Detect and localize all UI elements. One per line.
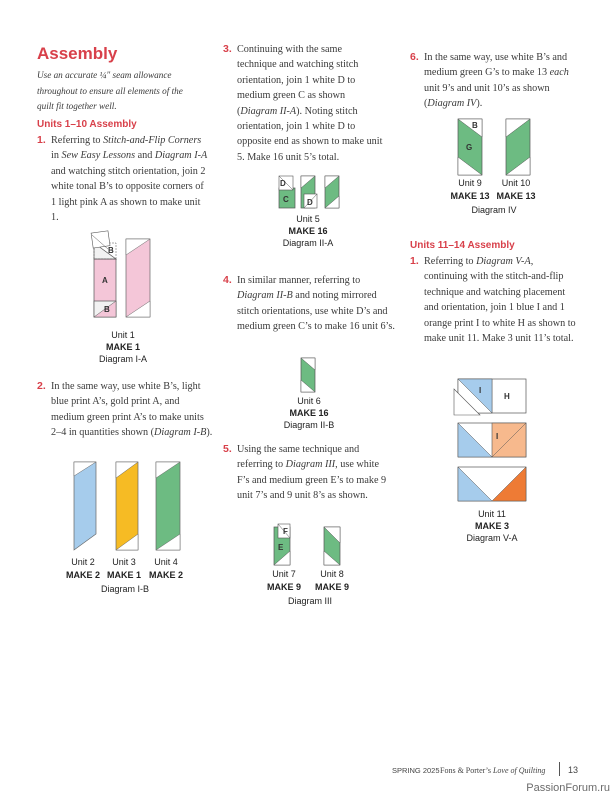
step-5 <box>223 442 391 504</box>
step-2-text: In the same way, use white B’s, light blue print A’s, gold print A, and medium green print A’s to make units 2–4 in quantities shown (Diagram I-B). <box>51 381 213 439</box>
label-g: G <box>466 143 473 152</box>
label-f: F <box>283 527 288 536</box>
diagram-iv-name: Diagram IV <box>471 205 517 215</box>
unit-9-block <box>458 119 482 175</box>
step-6-number: 6. <box>410 51 419 63</box>
step-4 <box>223 273 395 335</box>
label-a: A <box>102 276 108 285</box>
diagram-ii-b-caption: Unit 6 MAKE 16 Diagram II-B <box>283 396 335 430</box>
page-heading: Assembly <box>37 44 118 63</box>
unit-5-second-step <box>301 176 317 208</box>
step-6-text: In the same way, use white B’s and medium green G’s to make 13 each unit 9’s and unit 10’s as shown (Diagram IV). <box>424 52 569 110</box>
label-b-bottom: B <box>104 305 110 314</box>
intro-note: Use an accurate ¼" seam allowance throughout to ensure all elements of the quilt fit together well. <box>37 70 183 111</box>
diagram-i-b-name: Diagram I-B <box>100 584 149 594</box>
unit-1-pieced-block <box>91 231 116 317</box>
step-5-number: 5. <box>223 443 232 455</box>
diagram-i-a-caption: Unit 1 MAKE 1 Diagram I-A <box>98 330 147 364</box>
unit-7-block <box>274 524 290 565</box>
unit-5-finished-block <box>325 176 339 208</box>
label-b: B <box>472 121 478 130</box>
step-2 <box>37 379 215 441</box>
diagram-iv-units: Unit 9 Unit 10 <box>458 178 531 188</box>
diagram-iv <box>452 115 536 177</box>
diagram-v-a <box>452 375 532 505</box>
unit-8-block <box>324 527 340 565</box>
label-i-top: I <box>479 386 482 395</box>
label-c: C <box>283 195 289 204</box>
step-3-number: 3. <box>223 43 232 55</box>
step-5-text: Using the same technique and referring to Diagram III, use white F’s and medium green E’s to make 9 unit 7’s and 9 unit 8’s as shown. <box>237 444 387 502</box>
diagram-iv-makes: MAKE 13 MAKE 13 <box>450 191 536 201</box>
unit-5-pieced-block <box>279 176 295 208</box>
section-units-1-10: Units 1–10 Assembly <box>37 119 137 130</box>
step-11-1 <box>410 254 578 346</box>
diagram-i-b-makes: MAKE 2 MAKE 1 MAKE 2 <box>65 570 183 580</box>
diagram-v-a-caption: Unit 11 MAKE 3 Diagram V-A <box>466 509 518 543</box>
footer-divider <box>559 762 560 776</box>
unit-11-step-1 <box>454 379 526 415</box>
diagram-iii-units: Unit 7 Unit 8 <box>272 569 344 579</box>
diagram-i-b <box>70 460 190 553</box>
label-h: H <box>504 392 510 401</box>
label-i-mid: I <box>496 432 499 441</box>
step-11-1-text: Referring to Diagram V-A, continuing with the stitch-and-flip technique and watching placement and orientation, join 1 blue I and 1 orange print I to white H as shown to make unit 11. Make 3 unit 11’s total. <box>424 256 576 345</box>
page-number: 13 <box>568 765 579 775</box>
diagram-ii-a <box>275 172 345 212</box>
label-e: E <box>278 543 284 552</box>
unit-11-step-2 <box>458 423 526 457</box>
diagram-iii-makes: MAKE 9 MAKE 9 <box>266 582 349 592</box>
diagram-ii-a-caption: Unit 5 MAKE 16 Diagram II-A <box>282 214 334 248</box>
step-11-1-number: 1. <box>410 255 419 267</box>
unit-11-finished-block <box>458 467 526 501</box>
footer-magazine: Fons & Porter’s Love of Quilting <box>440 766 546 775</box>
diagram-i-b-units: Unit 2 Unit 3 Unit 4 <box>71 557 178 567</box>
step-2-number: 2. <box>37 380 46 392</box>
diagram-iii <box>268 521 348 567</box>
step-4-text: In similar manner, referring to Diagram II-B and noting mirrored stitch orientations, use white D’s and medium green C’s to make 16 unit 6’s. <box>237 275 395 333</box>
step-1-text: Referring to Stitch-and-Flip Corners in Sew Easy Lessons and Diagram I-A and watching stitch orientation, join 2 white tonal B’s to opposite corners of 1 light pink A as shown to make unit 1. <box>51 135 208 224</box>
step-3-text: Continuing with the same technique and watching stitch orientation, join 1 white D to medium green C as shown (Diagram II-A). Noting stitch orientation, join 1 white D to opposite end as shown to make unit 5. Make 16 unit 5’s total. <box>237 44 383 163</box>
step-4-number: 4. <box>223 274 232 286</box>
diagram-i-a <box>88 229 168 325</box>
footer-season: SPRING 2025 <box>392 766 440 775</box>
section-units-11-14: Units 11–14 Assembly <box>410 240 515 251</box>
watermark: PassionForum.ru <box>526 782 610 794</box>
step-1 <box>37 133 209 225</box>
diagram-iii-name: Diagram III <box>287 596 332 606</box>
step-3 <box>223 42 383 165</box>
step-1-number: 1. <box>37 134 46 146</box>
step-6 <box>410 50 580 112</box>
label-d-bottom: D <box>307 198 313 207</box>
label-b-top: B <box>108 246 114 255</box>
unit-2-block <box>74 462 96 550</box>
unit-10-block <box>506 119 530 175</box>
label-d-top: D <box>280 179 286 188</box>
unit-1-finished-block <box>126 239 150 317</box>
diagram-ii-b <box>298 355 320 395</box>
